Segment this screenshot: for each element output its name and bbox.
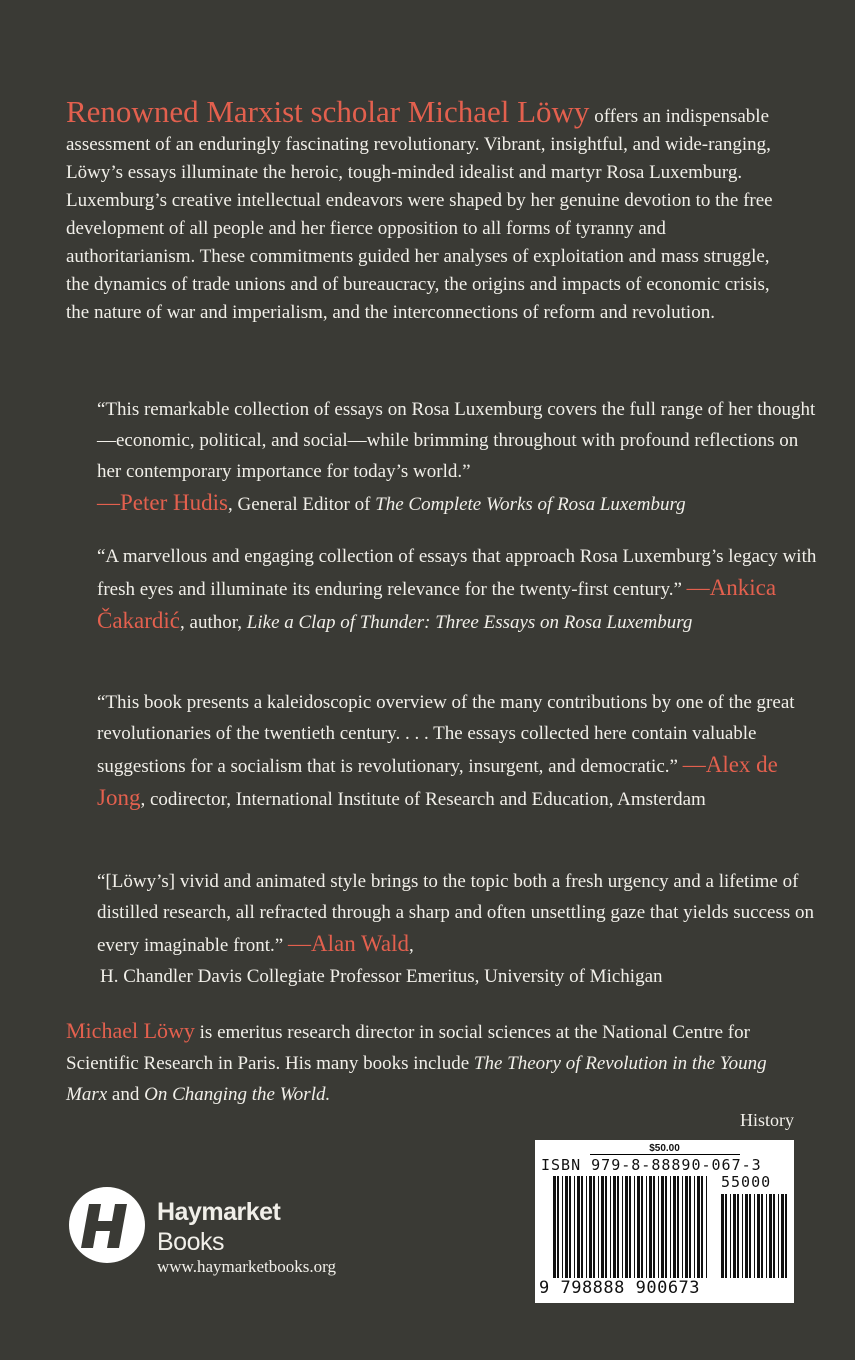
barcode-bar xyxy=(689,1176,691,1278)
barcode-bar xyxy=(641,1176,643,1278)
barcode-bar xyxy=(646,1176,647,1278)
quote-work: Like a Clap of Thunder: Three Essays on Rosa Luxemburg xyxy=(246,612,693,633)
barcode-bar xyxy=(601,1176,604,1278)
barcode-bar xyxy=(605,1176,607,1278)
barcode-bar xyxy=(769,1194,772,1278)
barcode-bar xyxy=(617,1176,619,1278)
barcode-bar xyxy=(557,1176,559,1278)
quote-author: —Alan Wald xyxy=(287,931,409,956)
barcode-bar xyxy=(653,1176,655,1278)
barcode-bar xyxy=(562,1176,563,1278)
barcode-bar xyxy=(634,1176,635,1278)
isbn-barcode xyxy=(535,1140,794,1303)
bio-book: On Changing the World. xyxy=(144,1084,331,1105)
barcode-bar xyxy=(725,1194,727,1278)
barcode-bar xyxy=(737,1194,739,1278)
bio-text: and xyxy=(107,1084,145,1105)
barcode-digits: 9 798888 900673 xyxy=(539,1278,701,1298)
barcode-bar xyxy=(754,1194,755,1278)
blurb-quote xyxy=(97,394,817,520)
barcode-bar xyxy=(574,1176,575,1278)
barcode-bar xyxy=(745,1194,748,1278)
barcode-bar xyxy=(697,1176,700,1278)
barcode-bar xyxy=(701,1176,703,1278)
barcode-bar xyxy=(749,1194,751,1278)
quote-role-line: H. Chandler Davis Collegiate Professor Emeritus, University of Michigan xyxy=(100,966,663,987)
barcode-bar xyxy=(785,1194,787,1278)
publisher-url[interactable]: www.haymarketbooks.org xyxy=(157,1257,336,1276)
barcode-bar xyxy=(565,1176,568,1278)
intro-lead: Renowned Marxist scholar Michael Löwy xyxy=(66,94,590,129)
barcode-bar xyxy=(778,1194,779,1278)
barcode-bar xyxy=(610,1176,611,1278)
quote-text: “[Löwy’s] vivid and animated style brings to the topic both a fresh urgency and a lifetime of distilled research, all refracted through a sharp and often unsettling gaze that yields success on every imaginable front.” xyxy=(97,871,814,956)
barcode-bar xyxy=(649,1176,652,1278)
barcode-bar xyxy=(625,1176,628,1278)
publisher-name: Haymarket xyxy=(157,1198,281,1226)
quote-role: , author, xyxy=(180,612,247,633)
intro-body: offers an indispensable assessment of an enduringly fascinating revolutionary. Vibrant, insightful, and wide-ranging, Löwy’s essays illuminate the heroic, tough-minded idealist and martyr Rosa Luxemburg. Luxemburg’s creative intellectual endeavors were shaped by her genuine devotion to the free development of all people and her fierce opposition to all forms of tyranny and authoritarianism. These commitments guided her analyses of exploitation and mass struggle, the dynamics of trade unions and of bureaucracy, the origins and impacts of economic crisis, the nature of war and imperialism, and the interconnections of reform and revolution. xyxy=(66,106,773,323)
barcode-bar xyxy=(598,1176,599,1278)
barcode-bar xyxy=(773,1194,775,1278)
barcode-bar xyxy=(757,1194,760,1278)
barcode-bar xyxy=(721,1194,724,1278)
blurb-quote xyxy=(97,687,817,815)
barcode-price: $50.00 xyxy=(590,1143,740,1155)
haymarket-logo-icon xyxy=(68,1186,146,1269)
quote-text: “A marvellous and engaging collection of essays that approach Rosa Luxemburg’s legacy with fresh eyes and illuminate its enduring relevance for the twenty-first century.” xyxy=(97,546,817,600)
publisher-sub: Books xyxy=(157,1228,224,1256)
barcode-bar xyxy=(694,1176,695,1278)
barcode-bar xyxy=(586,1176,587,1278)
barcode-bar xyxy=(629,1176,631,1278)
quote-author: —Peter Hudis xyxy=(97,490,228,515)
barcode-bar xyxy=(730,1194,731,1278)
barcode-bar xyxy=(553,1176,556,1278)
barcode-bar xyxy=(665,1176,667,1278)
barcode-bar xyxy=(569,1176,571,1278)
quote-text: “This book presents a kaleidoscopic overview of the many contributions by one of the great revolutionaries of the twentieth century. . . . The essays collected here contain valuable suggestions for a socialism that is revolutionary, insurgent, and democratic.” xyxy=(97,692,795,777)
barcode-bar xyxy=(766,1194,767,1278)
barcode-bar xyxy=(593,1176,595,1278)
barcode-bar xyxy=(589,1176,592,1278)
barcode-bar xyxy=(661,1176,664,1278)
author-bio xyxy=(66,1015,796,1110)
blurb-quote xyxy=(97,866,817,992)
barcode-bar xyxy=(670,1176,671,1278)
barcode-bar xyxy=(613,1176,616,1278)
blurb-quote xyxy=(97,541,817,638)
barcode-bar xyxy=(685,1176,688,1278)
bio-book: The Theory of Revolution in the Young Marx xyxy=(66,1053,767,1105)
barcode-bar xyxy=(742,1194,743,1278)
barcode-bar xyxy=(658,1176,659,1278)
barcode-bar xyxy=(733,1194,736,1278)
barcode-bar xyxy=(577,1176,580,1278)
barcode-bar xyxy=(781,1194,784,1278)
quote-work: The Complete Works of Rosa Luxemburg xyxy=(375,494,686,515)
quote-text: “This remarkable collection of essays on Rosa Luxemburg covers the full range of her thought—economic, political, and social—while brimming throughout with profound reflections on her contemporary importance for today’s world.” xyxy=(97,399,816,482)
barcode-bar xyxy=(761,1194,763,1278)
barcode-bar xyxy=(706,1176,707,1278)
quote-role: , codirector, International Institute of Research and Education, Amsterdam xyxy=(140,789,706,810)
barcode-isbn: ISBN 979-8-88890-067-3 xyxy=(541,1156,762,1174)
barcode-bar xyxy=(677,1176,679,1278)
barcode-bar xyxy=(637,1176,640,1278)
category-label: History xyxy=(740,1110,794,1130)
quote-author: —Ankica Čakardić xyxy=(97,575,777,633)
quote-role: , General Editor of xyxy=(227,494,376,515)
bio-name: Michael Löwy xyxy=(66,1018,195,1043)
barcode-bar xyxy=(622,1176,623,1278)
quote-author: —Alex de Jong xyxy=(97,752,778,810)
intro-paragraph xyxy=(66,94,796,327)
barcode-addon-number: 55000 xyxy=(721,1173,772,1191)
barcode-bar xyxy=(581,1176,583,1278)
barcode-bar xyxy=(673,1176,676,1278)
bio-text: is emeritus research director in social sciences at the National Centre for Scientific Research in Paris. His many books include xyxy=(66,1022,750,1074)
barcode-bar xyxy=(682,1176,683,1278)
quote-role: , xyxy=(409,935,414,956)
